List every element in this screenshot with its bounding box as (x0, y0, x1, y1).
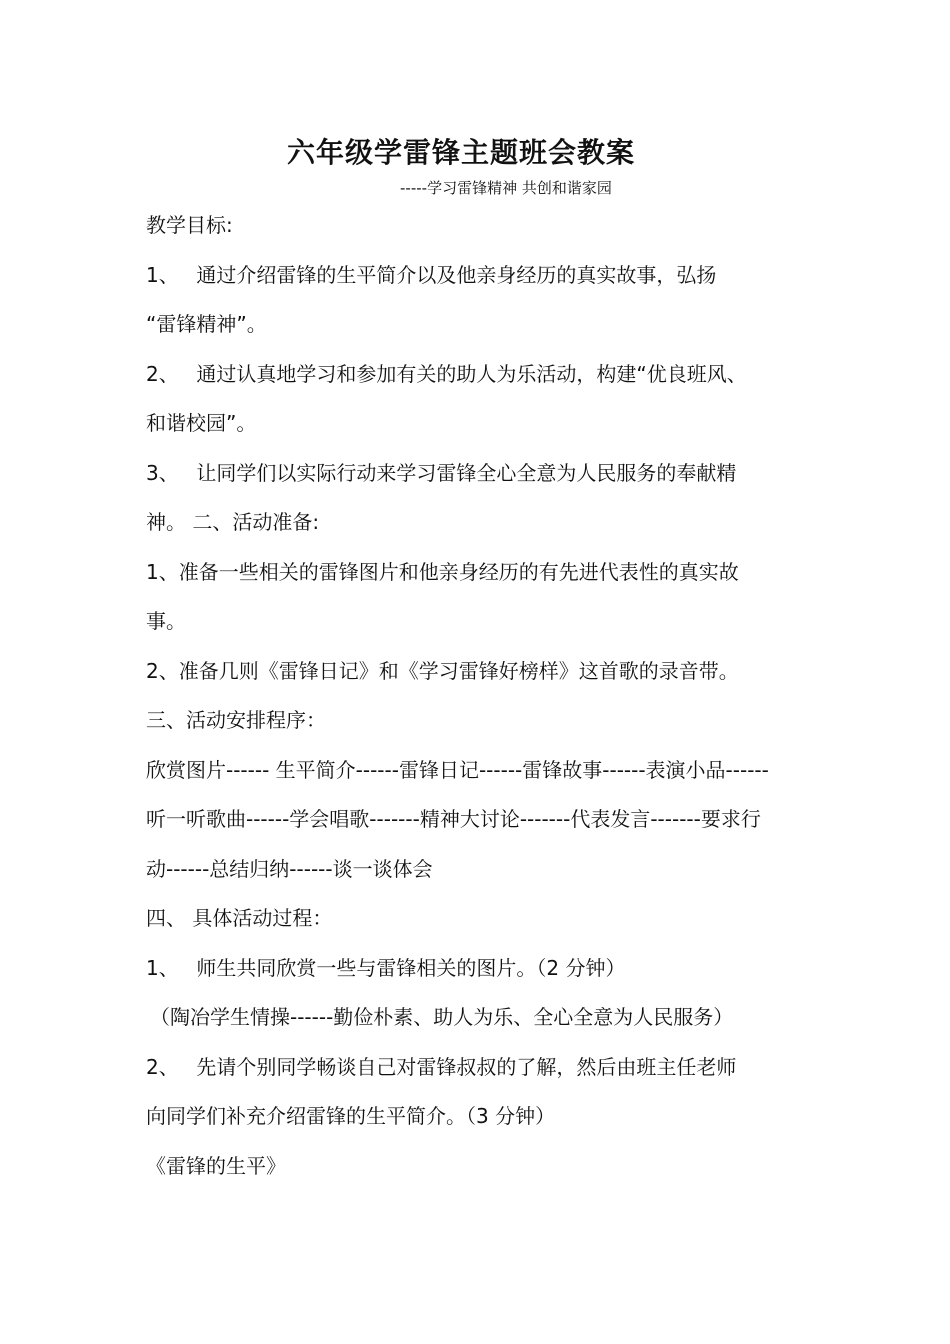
body-line (150, 999, 836, 1049)
document-subtitle: -----学习雷锋精神 共创和谐家园 (400, 179, 612, 197)
body-line (146, 504, 836, 554)
line-number: 2、 (146, 361, 179, 386)
body-line (146, 1148, 836, 1198)
body-line (146, 851, 836, 901)
line-text: 神。 二、活动准备: (146, 510, 320, 534)
line-number: 2、 (146, 1054, 179, 1079)
document-title: 六年级学雷锋主题班会教案 (286, 136, 635, 169)
line-text: 师生共同欣赏一些与雷锋相关的图片。（2 分钟） (190, 955, 626, 980)
body-line (146, 554, 836, 604)
body-line (146, 900, 836, 950)
body-line (146, 702, 836, 752)
line-text: 1、准备一些相关的雷锋图片和他亲身经历的有先进代表性的真实故 (146, 559, 739, 584)
body-line (146, 603, 836, 653)
line-text: 向同学们补充介绍雷锋的生平简介。（3 分钟） (146, 1104, 556, 1128)
line-text: 听一听歌曲------学会唱歌-------精神大讨论-------代表发言-------要求行 (146, 807, 761, 831)
body-line (146, 356, 836, 406)
body-line (146, 1049, 836, 1099)
body-line (146, 801, 836, 851)
line-text: 2、准备几则《雷锋日记》和《学习雷锋好榜样》这首歌的录音带。 (146, 658, 739, 683)
line-text: 事。 (146, 609, 186, 633)
body-line (146, 950, 836, 1000)
body-line (146, 405, 836, 455)
body-line (146, 207, 836, 257)
line-text: 《雷锋的生平》 (146, 1153, 286, 1178)
line-text: 通过介绍雷锋的生平简介以及他亲身经历的真实故事，弘扬 (190, 262, 717, 287)
line-number: 1、 (146, 262, 179, 287)
document-body (146, 207, 836, 1197)
line-text: 欣赏图片------ 生平简介------雷锋日记------雷锋故事------表演小品------ (146, 757, 769, 782)
line-text: 三、活动安排程序： (146, 708, 326, 732)
line-text: 让同学们以实际行动来学习雷锋全心全意为人民服务的奉献精 (190, 460, 737, 485)
line-text: 通过认真地学习和参加有关的助人为乐活动，构建“优良班风、 (190, 361, 747, 386)
line-text: 四、 具体活动过程： (146, 906, 333, 930)
line-text: 和谐校园”。 (146, 411, 257, 435)
body-line (146, 306, 836, 356)
body-line (146, 257, 836, 307)
line-number: 3、 (146, 460, 179, 485)
line-text: （陶冶学生情操------勤俭朴素、助人为乐、全心全意为人民服务） (150, 1005, 734, 1029)
line-number: 1、 (146, 955, 179, 980)
line-text: 教学目标: (146, 213, 233, 237)
line-text: “雷锋精神”。 (146, 312, 267, 336)
line-text: 先请个别同学畅谈自己对雷锋叔叔的了解，然后由班主任老师 (190, 1054, 737, 1079)
body-line (146, 455, 836, 505)
body-line (146, 1098, 836, 1148)
line-text: 动------总结归纳------谈一谈体会 (146, 856, 433, 881)
body-line (146, 653, 836, 703)
body-line (146, 752, 836, 802)
